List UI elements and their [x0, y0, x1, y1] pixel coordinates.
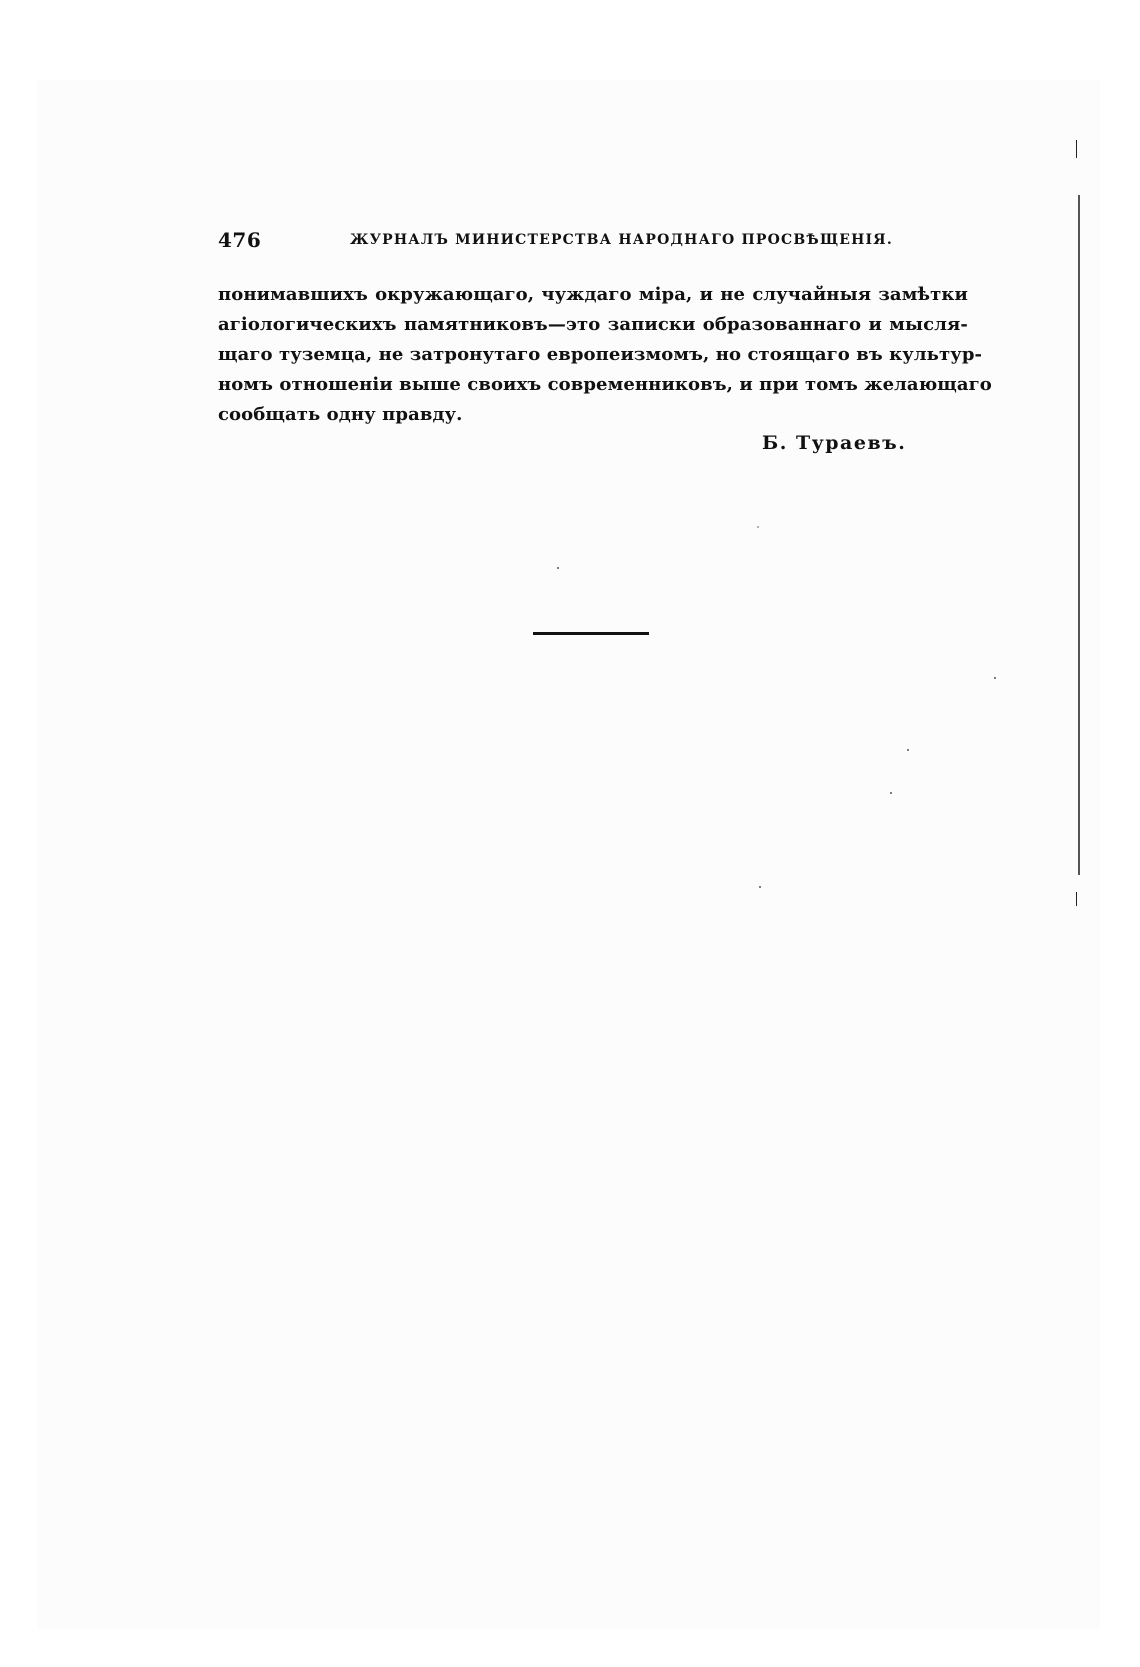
- section-end-rule: [533, 632, 649, 635]
- text-line: номъ отношеніи выше своихъ современниковъ, и при томъ желающаго: [218, 374, 992, 395]
- page-header: [218, 228, 968, 254]
- scan-edge-line: [1076, 892, 1077, 906]
- text-line: сообщать одну правду.: [218, 404, 463, 425]
- scan-edge-line: [1078, 195, 1080, 875]
- text-line: щаго туземца, не затронутаго европеизмомъ, но стоящаго въ культур-: [218, 344, 983, 365]
- text-line: агіологическихъ памятниковъ—это записки образованнаго и мысля-: [218, 314, 968, 335]
- text-line: понимавшихъ окружающаго, чуждаго міра, и не случайныя замѣтки: [218, 284, 968, 305]
- scan-speck: [759, 886, 761, 888]
- scan-speck: [994, 677, 996, 679]
- scan-edge-line: [1076, 140, 1077, 158]
- scan-speck: [757, 526, 759, 528]
- scan-speck: [907, 749, 909, 751]
- author-signature: Б. Тураевъ.: [762, 432, 907, 454]
- scan-speck: [557, 567, 559, 569]
- running-head: ЖУРНАЛЪ МИНИСТЕРСТВА НАРОДНАГО ПРОСВѢЩЕНІЯ.: [350, 232, 893, 248]
- scan-speck: [890, 792, 892, 794]
- page-number: 476: [218, 228, 262, 252]
- body-text: [218, 280, 992, 430]
